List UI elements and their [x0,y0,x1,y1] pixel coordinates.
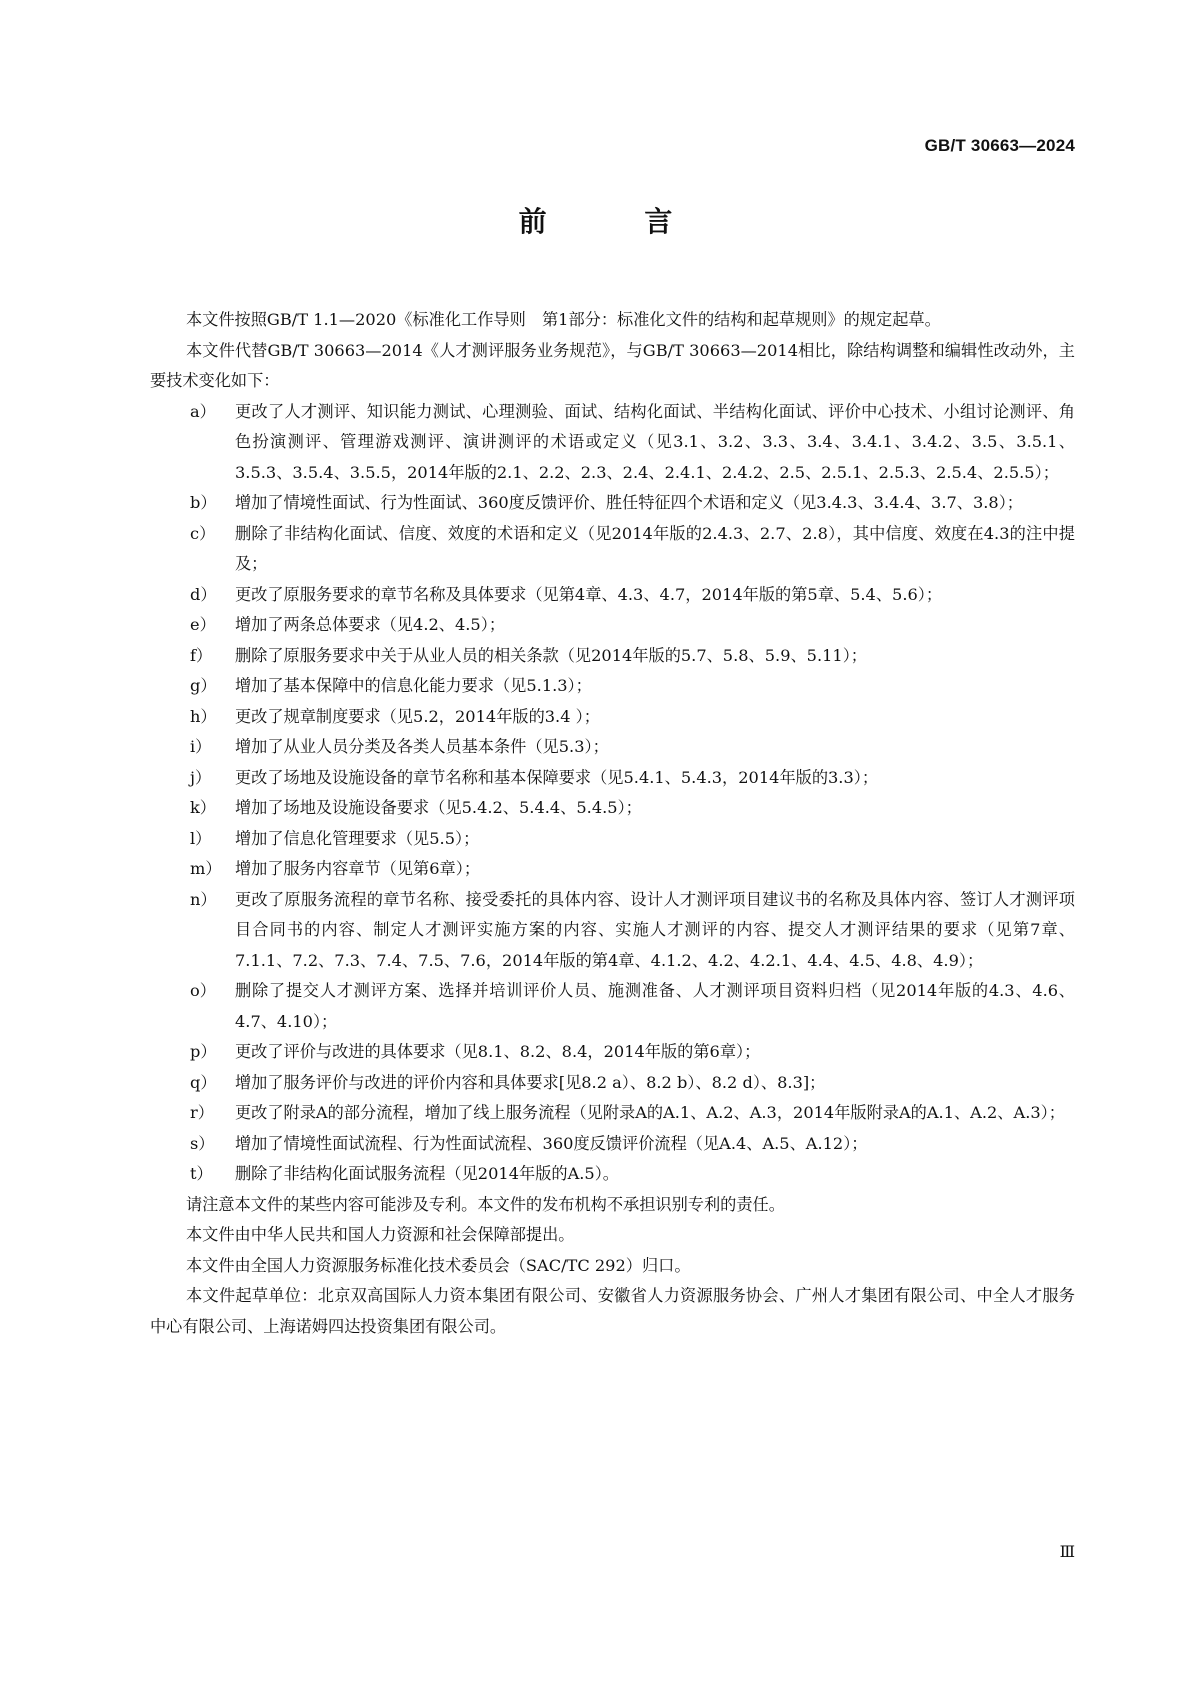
list-item-text: 更改了原服务流程的章节名称、接受委托的具体内容、设计人才测评项目建议书的名称及具体内容、签订人才测评项目合同书的内容、制定人才测评实施方案的内容、实施人才测评的内容、提交人才测评结果的要求（见第7章、7.1.1、7.2、7.3、7.4、7.5、7.6，2014年版的第4章、4.1.2、4.2、4.2.1、4.4、4.5、4.8、4.9）； [235,889,1075,970]
list-item-text: 更改了人才测评、知识能力测试、心理测验、面试、结构化面试、半结构化面试、评价中心技术、小组讨论测评、角色扮演测评、管理游戏测评、演讲测评的术语或定义（见3.1、3.2、3.3、3.4、3.4.1、3.4.2、3.5、3.5.1、3.5.3、3.5.4、3.5.5，2014年版的2.1、2.2、2.3、2.4、2.4.1、2.4.2、2.5、2.5.1、2.5.3、2.5.4、2.5.5）； [235,401,1075,482]
list-marker: h） [190,706,217,726]
list-marker: a） [190,401,216,421]
list-item-text: 增加了信息化管理要求（见5.5）； [235,828,480,848]
list-item-text: 更改了场地及设施设备的章节名称和基本保障要求（见5.4.1、5.4.3，2014年版的3.3）； [235,767,879,787]
list-marker: o） [190,981,216,1000]
document-code: GB/T 30663—2024 [924,136,1075,155]
list-item [150,1129,1075,1160]
list-marker: c） [190,523,216,543]
list-marker: n） [190,889,217,909]
list-item [150,671,1075,702]
list-marker: r） [190,1103,214,1122]
list-item [150,610,1075,641]
list-marker: t） [190,1164,213,1183]
list-item [150,1068,1075,1099]
list-item [150,580,1075,611]
list-item [150,1037,1075,1068]
list-item-text: 增加了情境性面试、行为性面试、360度反馈评价、胜任特征四个术语和定义（见3.4.3、3.4.4、3.7、3.8）； [235,493,1023,512]
list-marker: b） [190,493,217,512]
list-item [150,1098,1075,1129]
list-item [150,397,1075,489]
list-marker: j） [190,767,212,787]
paragraph-proposer: 本文件由中华人民共和国人力资源和社会保障部提出。 [186,1225,575,1244]
page-number: Ⅲ [1059,1542,1075,1561]
list-item-text: 增加了服务评价与改进的评价内容和具体要求[见8.2 a）、8.2 b）、8.2 d）、8.3]； [235,1072,826,1092]
list-item [150,1159,1075,1190]
list-item-text: 增加了场地及设施设备要求（见5.4.2、5.4.4、5.4.5）； [235,798,642,817]
paragraph-patent-notice: 请注意本文件的某些内容可能涉及专利。本文件的发布机构不承担识别专利的责任。 [186,1194,785,1214]
list-item-text: 增加了基本保障中的信息化能力要求（见5.1.3）； [235,676,592,695]
list-item [150,976,1075,1037]
paragraph-drafting-rules: 本文件按照GB/T 1.1—2020《标准化工作导则 第1部分：标准化文件的结构和起草规则》的规定起草。 [186,310,941,329]
list-marker: k） [190,798,216,817]
list-marker: d） [190,584,217,604]
list-marker: s） [190,1133,215,1153]
page-title: 前 言 [518,205,717,238]
list-marker: e） [190,615,216,634]
list-item-text: 增加了服务内容章节（见第6章）； [235,859,481,878]
paragraph-replacement-note: 本文件代替GB/T 30663—2014《人才测评服务业务规范》，与GB/T 30663—2014相比，除结构调整和编辑性改动外，主要技术变化如下： [150,340,1075,390]
list-item-text: 增加了两条总体要求（见4.2、4.5）； [235,615,506,634]
list-item [150,732,1075,763]
list-marker: p） [190,1042,217,1061]
list-marker: i） [190,737,212,756]
list-marker: l） [190,828,212,848]
list-item [150,854,1075,885]
list-item-text: 增加了情境性面试流程、行为性面试流程、360度反馈评价流程（见A.4、A.5、A.12）； [235,1133,868,1153]
list-item-text: 更改了附录A的部分流程，增加了线上服务流程（见附录A的A.1、A.2、A.3，2014年版附录A的A.1、A.2、A.3）； [235,1103,1065,1122]
list-item [150,763,1075,794]
list-item [150,885,1075,977]
paragraph-committee: 本文件由全国人力资源服务标准化技术委员会（SAC/TC 292）归口。 [186,1255,691,1275]
list-marker: m） [190,859,222,878]
list-item [150,519,1075,580]
list-item-text: 增加了从业人员分类及各类人员基本条件（见5.3）； [235,737,609,756]
list-marker: g） [190,676,217,695]
list-item [150,793,1075,824]
list-item-text: 更改了评价与改进的具体要求（见8.1、8.2、8.4，2014年版的第6章）； [235,1042,761,1061]
list-item-text: 删除了提交人才测评方案、选择并培训评价人员、施测准备、人才测评项目资料归档（见2014年版的4.3、4.6、4.7、4.10）； [235,981,1075,1031]
list-item [150,641,1075,672]
list-item-text: 删除了非结构化面试、信度、效度的术语和定义（见2014年版的2.4.3、2.7、2.8），其中信度、效度在4.3的注中提及； [235,523,1075,573]
list-item-text: 更改了规章制度要求（见5.2，2014年版的3.4 ）； [235,706,600,726]
list-item [150,824,1075,855]
changes-list [150,397,1075,1190]
paragraph-drafting-units: 本文件起草单位：北京双高国际人力资本集团有限公司、安徽省人力资源服务协会、广州人才集团有限公司、中全人才服务中心有限公司、上海诺姆四达投资集团有限公司。 [150,1286,1075,1336]
list-marker: q） [190,1072,217,1092]
list-marker: f） [190,645,213,665]
list-item-text: 删除了原服务要求中关于从业人员的相关条款（见2014年版的5.7、5.8、5.9、5.11）； [235,645,867,665]
list-item [150,702,1075,733]
foreword-body [150,305,1075,1342]
list-item [150,488,1075,519]
list-item-text: 删除了非结构化面试服务流程（见2014年版的A.5）。 [235,1164,619,1183]
list-item-text: 更改了原服务要求的章节名称及具体要求（见第4章、4.3、4.7，2014年版的第5章、5.4、5.6）； [235,584,943,604]
